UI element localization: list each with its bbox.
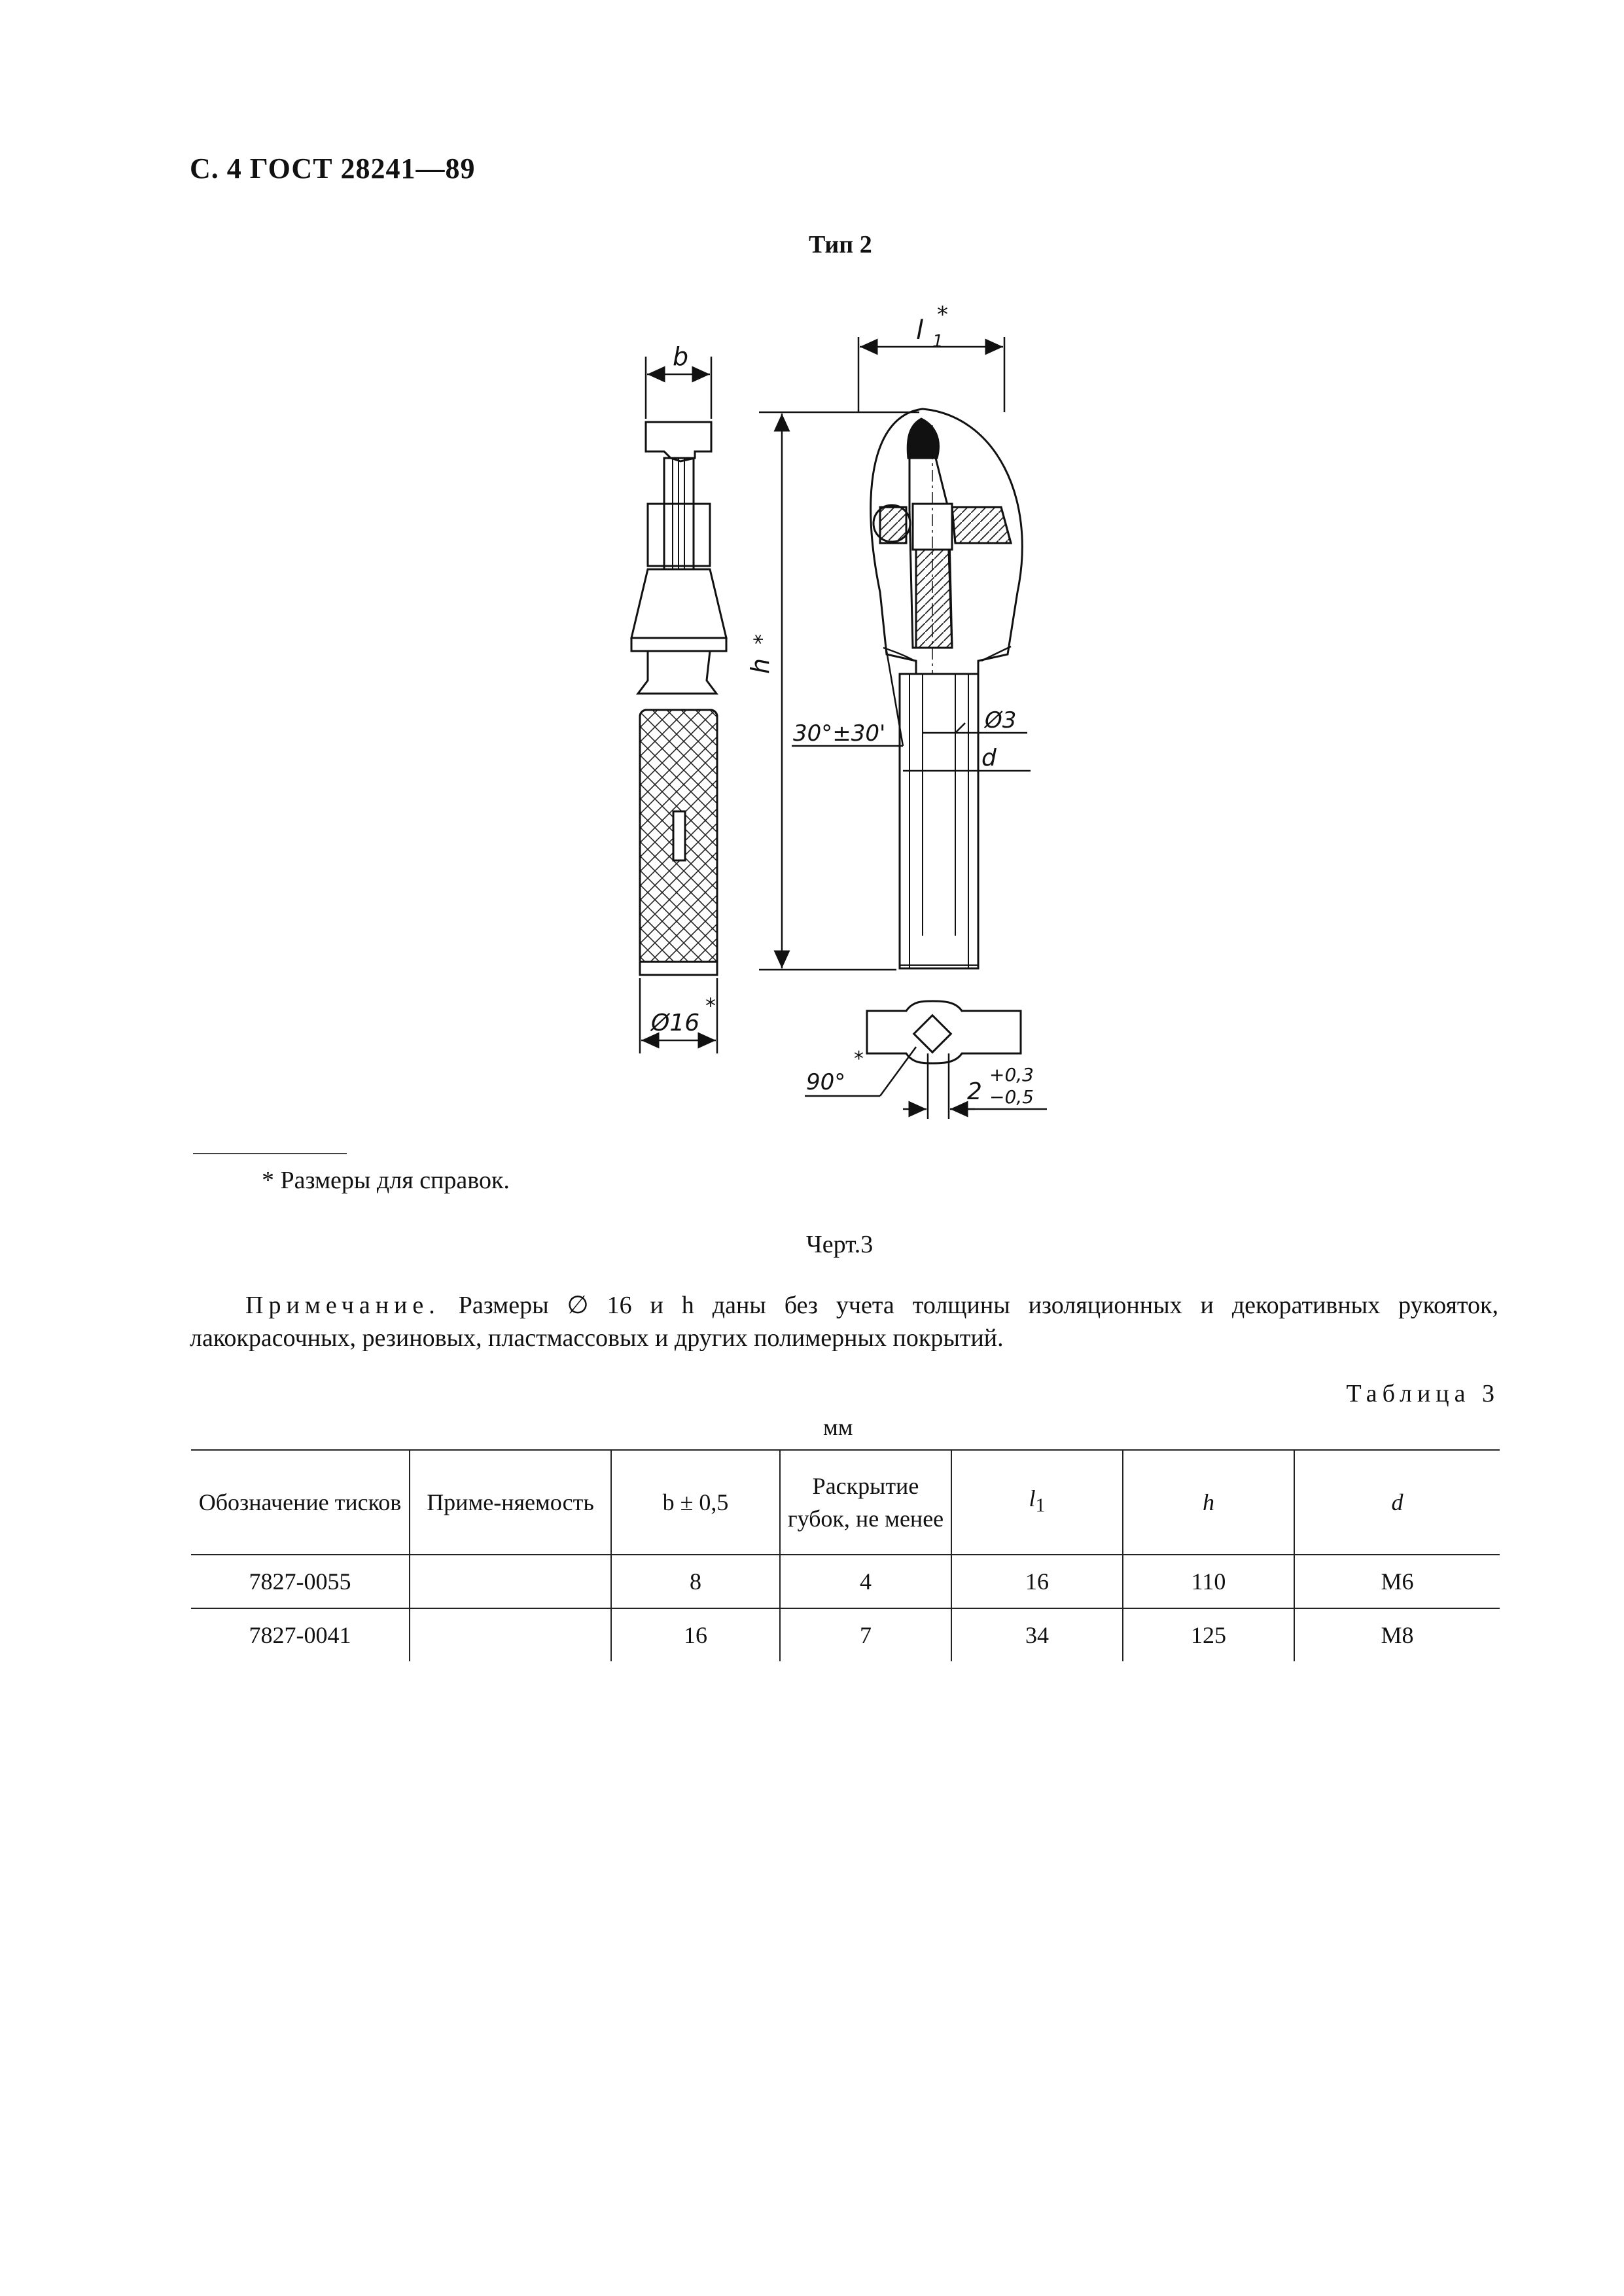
dim-angle-30: 30°±30' (793, 720, 886, 747)
cell-designation: 7827-0055 (191, 1555, 410, 1608)
page-header: С. 4 ГОСТ 28241—89 (190, 152, 476, 185)
header-l1-sub: 1 (1035, 1494, 1046, 1517)
note-text: Размеры ∅ 16 и h даны без учета толщины изоляционных и декоративных рукояток, лакокрасочных, резиновых, пластмассовых и других полимерных покрытий. (190, 1292, 1498, 1352)
dim-slot-tol-minus: −0,5 (989, 1086, 1034, 1108)
header-b: b ± 0,5 (611, 1450, 780, 1555)
dim-b: b (673, 342, 689, 371)
dim-l1-star: * (937, 302, 948, 328)
figure-type-label: Тип 2 (809, 231, 872, 258)
header-h: h (1123, 1450, 1294, 1555)
cell-jaw-opening: 7 (780, 1608, 951, 1661)
header-l1 (951, 1450, 1123, 1555)
dim-diameter-16-star: * (705, 993, 716, 1018)
dim-l1-sub: 1 (932, 332, 944, 351)
dim-d: d (981, 745, 997, 771)
dim-angle-90: 90° (806, 1069, 846, 1095)
figure-caption: Черт.3 (806, 1231, 874, 1258)
table-row (191, 1555, 1500, 1608)
note-paragraph (190, 1289, 1498, 1354)
cell-jaw-opening: 4 (780, 1555, 951, 1608)
header-l1-letter: l (1029, 1485, 1036, 1512)
cell-designation: 7827-0041 (249, 1622, 351, 1648)
header-jaw-opening: Раскрытие губок, не менее (780, 1450, 951, 1555)
table-header-row (191, 1450, 1500, 1555)
cell-d: М6 (1294, 1555, 1500, 1608)
table-unit: мм (823, 1414, 853, 1440)
dim-h-star: * (749, 634, 774, 645)
side-view (631, 422, 726, 975)
cell-applicability (410, 1555, 611, 1608)
note-label: Примечание. (245, 1292, 440, 1319)
cell-l1: 16 (951, 1555, 1123, 1608)
dim-slot-tol-plus: +0,3 (989, 1064, 1034, 1086)
table-label: Таблица 3 (1346, 1380, 1500, 1407)
dim-diameter-3: Ø3 (985, 707, 1017, 733)
dim-diameter-16: Ø16 (651, 1010, 700, 1036)
cell-b: 8 (611, 1555, 780, 1608)
header-designation: Обозначение тисков (191, 1450, 410, 1555)
footnote-rule (193, 1153, 347, 1154)
dim-h: h (746, 658, 775, 674)
dim-l1: l (916, 315, 924, 345)
cell-b: 16 (611, 1608, 780, 1661)
technical-drawing (615, 298, 1086, 1125)
footnote: * Размеры для справок. (262, 1167, 510, 1194)
header-applicability: Приме-няемость (410, 1450, 611, 1555)
cell-applicability (410, 1608, 611, 1661)
header-d: d (1294, 1450, 1500, 1555)
cell-h: 110 (1123, 1555, 1294, 1608)
spec-table (191, 1449, 1500, 1661)
dim-angle-90-star: * (854, 1048, 864, 1070)
cell-d: М8 (1294, 1608, 1500, 1661)
dim-slot: 2 (967, 1078, 982, 1105)
table-row (191, 1608, 1500, 1661)
cell-l1: 34 (951, 1608, 1123, 1661)
section-view (867, 409, 1022, 1063)
cell-h: 125 (1123, 1608, 1294, 1661)
